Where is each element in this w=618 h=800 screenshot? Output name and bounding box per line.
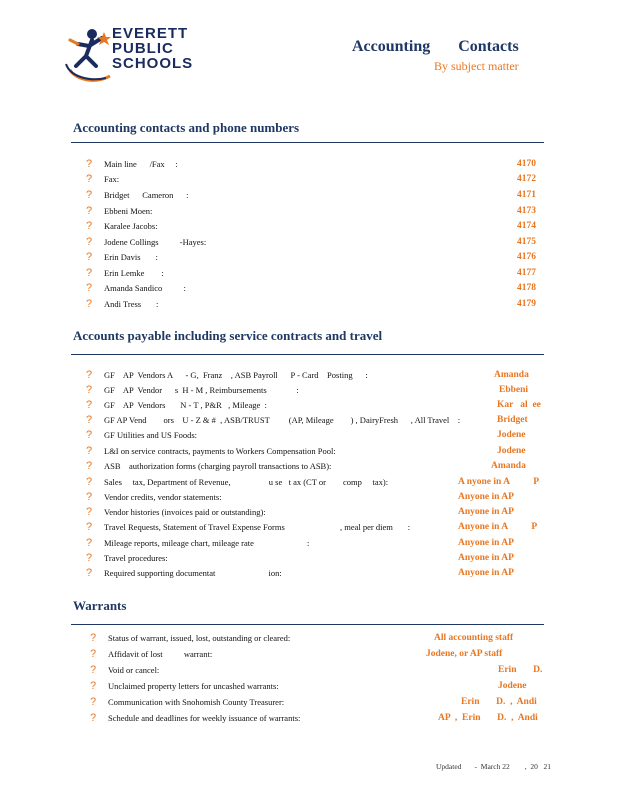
item-value: 4173	[517, 206, 536, 216]
list-item	[86, 297, 546, 311]
item-value: Ebbeni	[499, 385, 529, 395]
bullet-icon: ?	[86, 369, 93, 381]
item-label: L&I on service contracts, payments to Workers Compensation Pool:	[104, 446, 336, 456]
item-value: Anyone in AP	[458, 553, 514, 563]
list-item	[86, 505, 546, 519]
item-value: 4175	[517, 237, 536, 247]
list-item	[90, 695, 550, 709]
item-value: 4179	[517, 299, 536, 309]
item-label: Main line /Fax :	[104, 159, 178, 169]
footer-updated: Updated - March 22 , 20 21	[436, 762, 551, 771]
item-label: Amanda Sandico :	[104, 283, 186, 293]
item-label: Jodene Collings -Hayes:	[104, 237, 207, 247]
item-label: Vendor histories (invoices paid or outstanding):	[104, 507, 266, 517]
item-label: Vendor credits, vendor statements:	[104, 492, 222, 502]
item-value: 4177	[517, 268, 536, 278]
bullet-icon: ?	[86, 173, 93, 185]
item-value: 4174	[517, 221, 536, 231]
bullet-icon: ?	[86, 445, 93, 457]
list-item	[86, 157, 546, 171]
list-item	[90, 631, 550, 645]
item-value: Amanda	[491, 461, 526, 471]
section-heading-contacts: Accounting contacts and phone numbers	[73, 120, 300, 135]
list-item	[86, 536, 546, 550]
bullet-icon: ?	[86, 460, 93, 472]
item-label: Schedule and deadlines for weekly issuance of warrants:	[108, 713, 301, 723]
list-item	[86, 566, 546, 580]
list-item	[90, 663, 550, 677]
list-item	[86, 250, 546, 264]
bullet-icon: ?	[86, 506, 93, 518]
item-label: Required supporting documentat ion:	[104, 568, 282, 578]
item-value: Kar al ee	[497, 400, 541, 410]
item-label: Fax:	[104, 174, 120, 184]
item-value: 4178	[517, 283, 536, 293]
bullet-icon: ?	[86, 399, 93, 411]
item-label: ASB authorization forms (charging payroll transactions to ASB):	[104, 461, 332, 471]
section-divider	[71, 354, 544, 355]
item-label: Sales tax, Department of Revenue, u se t ax (CT or comp tax):	[104, 477, 389, 487]
item-value: 4172	[517, 174, 536, 184]
item-value: Jodene	[497, 430, 526, 440]
bullet-icon: ?	[86, 267, 93, 279]
bullet-icon: ?	[86, 220, 93, 232]
item-label: Erin Davis :	[104, 252, 158, 262]
list-item	[90, 647, 550, 661]
section-heading-accounts-payable: Accounts payable including service contracts and travel	[73, 328, 383, 343]
list-item	[86, 459, 546, 473]
item-label: Karalee Jacobs:	[104, 221, 158, 231]
item-value: Anyone in AP	[458, 492, 514, 502]
item-value: All accounting staff	[434, 633, 514, 643]
item-value: Erin D.	[498, 665, 543, 675]
list-item	[86, 219, 546, 233]
bullet-icon: ?	[90, 696, 97, 708]
bullet-icon: ?	[86, 521, 93, 533]
bullet-icon: ?	[86, 298, 93, 310]
item-label: GF AP Vendor s H - M , Reimbursements :	[104, 385, 299, 395]
bullet-icon: ?	[86, 384, 93, 396]
bullet-icon: ?	[90, 664, 97, 676]
item-value: 4170	[517, 159, 536, 169]
bullet-icon: ?	[90, 632, 97, 644]
logo-text	[112, 26, 193, 71]
section-divider	[71, 142, 544, 143]
logo-line-3: SCHOOLS	[112, 55, 194, 72]
list-item	[86, 281, 546, 295]
item-label: Travel procedures:	[104, 553, 168, 563]
list-item	[86, 398, 546, 412]
logo-line-2: PUBLIC	[112, 40, 174, 57]
item-value: 4171	[517, 190, 536, 200]
bullet-icon: ?	[86, 567, 93, 579]
item-label: Affidavit of lost warrant:	[108, 649, 213, 659]
list-item	[90, 711, 550, 725]
logo-line-1: EVERETT	[112, 25, 189, 42]
item-value: Erin D. , Andi	[461, 697, 537, 707]
item-value: Anyone in AP	[458, 538, 514, 548]
item-value: Anyone in AP	[458, 507, 514, 517]
item-label: GF AP Vendors N - T , P&R , Mileage :	[104, 400, 267, 410]
list-item	[86, 383, 546, 397]
bullet-icon: ?	[90, 680, 97, 692]
list-item	[86, 413, 546, 427]
item-value: AP , Erin D. , Andi	[438, 713, 538, 723]
item-label: Unclaimed property letters for uncashed warrants:	[108, 681, 279, 691]
item-value: Anyone in A P	[458, 522, 538, 532]
bullet-icon: ?	[86, 414, 93, 426]
item-label: GF AP Vendors A - G, Franz , ASB Payroll P - Card Posting :	[104, 370, 368, 380]
item-label: Bridget Cameron :	[104, 190, 189, 200]
item-label: Erin Lemke :	[104, 268, 164, 278]
bullet-icon: ?	[86, 476, 93, 488]
bullet-icon: ?	[86, 189, 93, 201]
runner-logo-icon	[62, 26, 114, 86]
item-label: Communication with Snohomish County Treasurer:	[108, 697, 285, 707]
bullet-icon: ?	[86, 491, 93, 503]
page-subtitle: By subject matter	[434, 59, 519, 73]
item-label: Status of warrant, issued, lost, outstanding or cleared:	[108, 633, 291, 643]
item-label: Travel Requests, Statement of Travel Expense Forms , meal per diem :	[104, 522, 411, 532]
item-label: GF AP Vend ors U - Z & # , ASB/TRUST (AP, Mileage ) , DairyFresh , All Travel :	[104, 415, 461, 425]
item-value: Jodene, or AP staff	[426, 649, 503, 659]
list-item	[86, 428, 546, 442]
list-item	[86, 266, 546, 280]
item-value: Anyone in AP	[458, 568, 514, 578]
list-item	[86, 172, 546, 186]
list-item	[86, 475, 546, 489]
bullet-icon: ?	[86, 236, 93, 248]
bullet-icon: ?	[86, 282, 93, 294]
bullet-icon: ?	[90, 648, 97, 660]
list-item	[86, 235, 546, 249]
section-heading-warrants: Warrants	[73, 598, 127, 613]
bullet-icon: ?	[86, 158, 93, 170]
item-label: Mileage reports, mileage chart, mileage rate :	[104, 538, 310, 548]
item-label: Ebbeni Moen:	[104, 206, 153, 216]
list-item	[86, 368, 546, 382]
list-item	[86, 444, 546, 458]
item-value: Jodene	[497, 446, 526, 456]
bullet-icon: ?	[90, 712, 97, 724]
page-title: Accounting Contacts	[352, 38, 519, 55]
item-value: Bridget	[497, 415, 528, 425]
list-item	[86, 490, 546, 504]
list-item	[86, 204, 546, 218]
bullet-icon: ?	[86, 552, 93, 564]
list-item	[86, 520, 546, 534]
list-item	[86, 188, 546, 202]
list-item	[90, 679, 550, 693]
everett-public-schools-logo	[62, 24, 222, 86]
list-item	[86, 551, 546, 565]
item-value: A nyone in A P	[458, 477, 540, 487]
item-label: GF Utilities and US Foods:	[104, 430, 198, 440]
bullet-icon: ?	[86, 537, 93, 549]
bullet-icon: ?	[86, 251, 93, 263]
item-label: Andi Tress :	[104, 299, 159, 309]
item-value: Jodene	[498, 681, 527, 691]
item-value: 4176	[517, 252, 536, 262]
item-value: Amanda	[494, 370, 529, 380]
bullet-icon: ?	[86, 205, 93, 217]
bullet-icon: ?	[86, 429, 93, 441]
item-label: Void or cancel:	[108, 665, 160, 675]
section-divider	[71, 624, 544, 625]
